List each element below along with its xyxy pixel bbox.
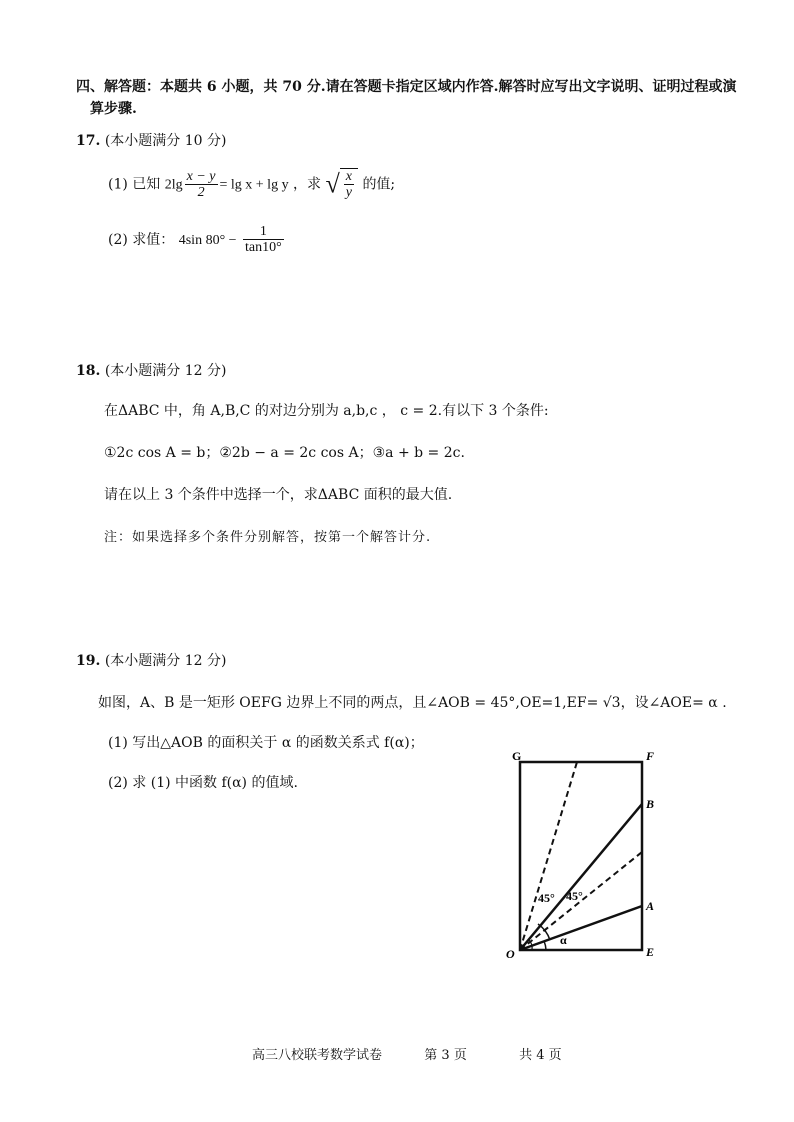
q17-part1-equation: = lg x + lg y [219,177,289,193]
footer-total: 共 4 页 [519,1048,562,1063]
q18-note: 注：如果选择多个条件分别解答，按第一个解答计分. [104,530,432,545]
section-header-line2: 算步骤. [90,101,137,117]
q17-part2-fraction: $\frac{1}{\tan 10^\circ}$ [245,224,282,256]
q18-line3: 请在以上 3 个条件中选择一个，求ΔABC 面积的最大值. [104,487,453,503]
rectangle-figure [498,742,668,962]
label-angle-alpha: α [560,933,567,947]
q17-part1-lhs: 2lg [164,177,183,193]
q18-line1: 在ΔABC 中，角 A,B,C 的对边分别为 a,b,c ， c = 2.有以下 3 个条件: [104,403,549,419]
dashed-line-top [520,762,577,950]
q17-part1-fraction: $\frac{x - y}{2}$ [186,168,216,200]
q17-score: (本小题满分 10 分) [104,133,227,149]
q19-part2: (2) 求 (1) 中函数 f(α) 的值域. [108,775,298,791]
q17-part2-prefix: (2) 求值： [108,231,175,248]
q17-part1-sqrt: √ $\frac{x}{y}$ [325,168,358,201]
q19-score: (本小题满分 12 分) [104,653,227,669]
rectangle-oefg [520,762,642,950]
label-g: G [512,749,522,763]
label-a: A [646,899,655,913]
q19-header [76,650,226,670]
q19-part1: (1) 写出△AOB 的面积关于 α 的函数关系式 f(α)； [108,735,424,751]
q19-number: 19. [76,653,101,669]
label-b: B [646,797,655,811]
label-f: F [646,749,655,763]
label-e: E [646,945,655,959]
label-angle-45-right: 45° [566,889,583,903]
q19-line1: 如图，A、B 是一矩形 OEFG 边界上不同的两点，且∠AOB = 45°,OE=1,EF= √3，设∠AOE= α . [98,695,727,711]
label-o: O [506,947,515,961]
q18-conditions: ①2c cos A = b；②2b − a = 2c cos A；③a + b = 2c. [104,445,465,461]
q17-part2-expr: 4sin 80° − [178,232,237,248]
q17-part1-suffix: 的值; [362,176,396,193]
section-header-line1: 四、解答题：本题共 6 小题，共 70 分.请在答题卡指定区域内作答.解答时应写出文字说明、证明过程或演 [76,79,737,95]
angle-arc-alpha [544,941,546,950]
footer [252,1044,562,1063]
q18-score: (本小题满分 12 分) [104,363,227,379]
q17-part1-mid: ，求 [293,176,322,193]
q18-header [76,360,226,380]
footer-title: 高三八校联考数学试卷 [252,1048,383,1063]
footer-page: 第 3 页 [424,1048,467,1063]
q17-header [76,130,226,150]
label-angle-45-left: 45° [538,891,555,905]
q17-part2 [108,224,286,256]
q17-part1-prefix: (1) 已知 [108,176,161,193]
q18-number: 18. [76,363,101,379]
q17-part1 [108,168,395,201]
q17-number: 17. [76,133,101,149]
